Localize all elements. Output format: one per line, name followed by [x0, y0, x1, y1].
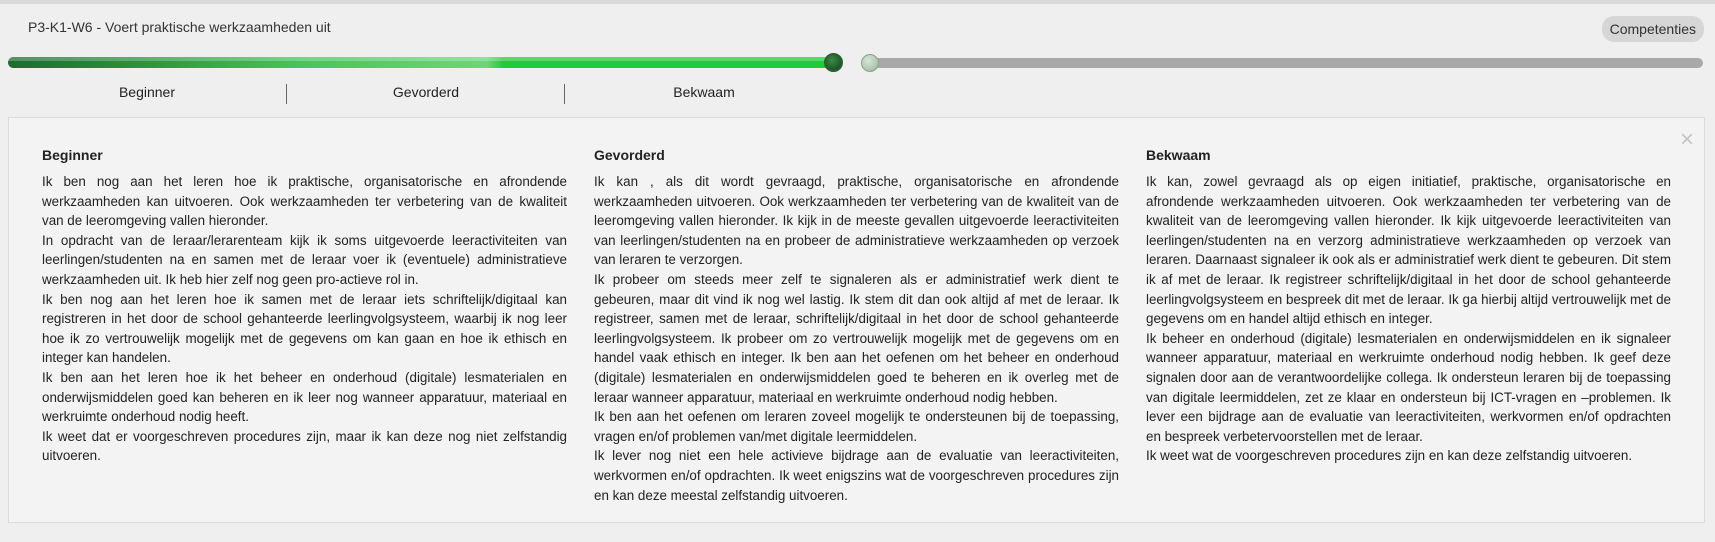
column-title: Beginner — [42, 147, 103, 163]
column-title: Gevorderd — [594, 147, 665, 163]
top-rule — [0, 0, 1715, 4]
progress-track-achieved — [8, 57, 834, 68]
column-gevorderd — [594, 147, 1119, 505]
column-description: Ik ben nog aan het leren hoe ik praktische, organisatorische en afrondende werkzaamheden kan uitvoeren. Ook werkzaamheden ter verbetering van de kwaliteit van de leeromgeving vallen hieronder. In opdracht van de leraar/lerarenteam kijk ik soms uitgevoerde leeractiviteiten van leerlingen/studenten na en samen met de leraar voer ik (eventuele) administratieve werkzaamheden uit. Ik heb hier zelf nog geen pro-actieve rol in. Ik ben nog aan het leren hoe ik samen met de leraar iets schriftelijk/digitaal kan registreren in het door de school gehanteerde leerlingvolgsysteem, waarbij ik nog leer hoe ik zo vertrouwelijk mogelijk met de gegevens om kan gaan en hoe ik ethisch en integer kan handelen. Ik ben aan het leren hoe ik het beheer en onderhoud (digitale) lesmaterialen en onderwijsmiddelen goed kan beheren en ik leer nog wanneer apparatuur, materiaal en werkruimte onderhoud nodig heeft. Ik weet dat er voorgeschreven procedures zijn, maar ik kan deze nog niet zelfstandig uitvoeren. — [42, 174, 567, 464]
level-description-panel — [8, 117, 1705, 523]
level-label-beginner: Beginner — [118, 84, 176, 100]
close-icon[interactable]: × — [1679, 126, 1694, 153]
column-description: Ik kan , als dit wordt gevraagd, praktische, organisatorische en afrondende werkzaamheden uitvoeren. Ook werkzaamheden ter verbetering van de kwaliteit van de leeromgeving vallen hieronder. Ik kijk in de meeste gevallen uitgevoerde leeractiviteiten van leerlingen/studenten na en probeer de administratieve werkzaamheden op verzoek van leraren te verzorgen. Ik probeer om steeds meer zelf te signaleren als er administratief werk dient te gebeuren, maar dit vind ik nog wel lastig. Ik stem dit dan ook altijd af met de leraar. Ik registreer, samen met de leraar, schriftelijk/digitaal in het door de school gehanteerde leerlingvolgsysteem. Ik probeer om zo vertrouwelijk mogelijk met de gegevens om en handel vaak ethisch en integer. Ik ben aan het oefenen om het beheer en onderhoud (digitale) lesmaterialen en onderwijsmiddelen goed te beheren en ik overleg met de leraar wanneer apparatuur, materiaal en werkruimte onderhoud nodig hebben. Ik ben aan het oefenen om leraren zoveel mogelijk te ondersteunen bij de toepassing, vragen en/of problemen van/met digitale leermiddelen. Ik lever nog niet een hele activieve bijdrage aan de evaluatie van leeractiviteiten, werkvormen en/of opdrachten. Ik weet enigszins wat de voorgeschreven procedures zijn en kan deze meestal zelfstandig uitvoeren. — [594, 174, 1119, 503]
level-label-gevorderd: Gevorderd — [392, 84, 460, 100]
level-scale — [8, 84, 848, 106]
progress-handle-current[interactable] — [824, 53, 843, 72]
column-description: Ik kan, zowel gevraagd als op eigen initiatief, praktische, organisatorische en afrondende werkzaamheden uitvoeren. Ook werkzaamheden ter verbetering van de kwaliteit van de leeromgeving vallen hieronder. Ik kijk uitgevoerde leeractiviteiten van leerlingen/studenten na en verzorg administratieve werkzaamheden op verzoek van leraren. Daarnaast signaleer ik ook als er administratief werk dient te gebeuren. Dit stem ik af met de leraar. Ik registreer schriftelijk/digitaal in het door de school gehanteerde leerlingvolgsysteem en bespreek dit met de leraar. Ik ga hierbij altijd vertrouwelijk met de gegevens om en handel altijd ethisch en integer. Ik beheer en onderhoud (digitale) lesmaterialen en onderwijsmiddelen en ik signaleer wanneer apparatuur, materiaal en werkruimte onderhoud nodig hebben. Ik geef deze signalen door aan de verantwoordelijke collega. Ik ondersteun leraren bij de toepassing van digitale leermiddelen, zet ze klaar en ondersteun bij ICT-vragen en –problemen. Ik lever een bijdrage aan de evaluatie van leeractiviteiten, werkvormen en/of opdrachten en bespreek verbetervoorstellen met de leraar. Ik weet wat de voorgeschreven procedures zijn en kan deze zelfstandig uitvoeren. — [1146, 174, 1671, 464]
column-title: Bekwaam — [1146, 147, 1211, 163]
progress-track-remaining — [868, 58, 1703, 68]
column-beginner — [42, 147, 567, 466]
column-bekwaam — [1146, 147, 1671, 466]
competency-title: P3-K1-W6 - Voert praktische werkzaamheden uit — [28, 19, 331, 35]
progress-handle-next[interactable] — [861, 54, 879, 72]
level-label-bekwaam: Bekwaam — [673, 84, 735, 100]
competenties-button[interactable]: Competenties — [1602, 16, 1704, 42]
